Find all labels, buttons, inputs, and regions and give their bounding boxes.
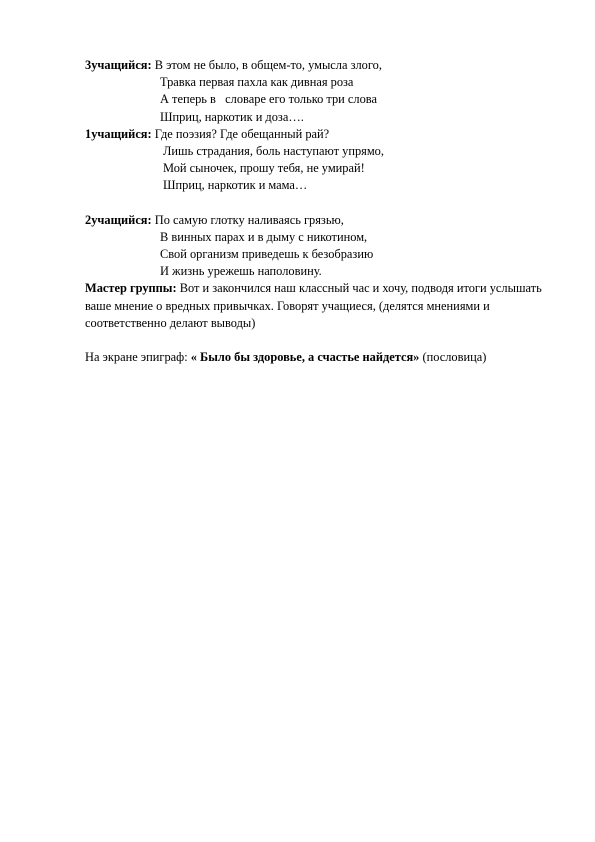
stanza-3-first-line	[85, 212, 555, 229]
stanza-1-first-line	[85, 57, 555, 74]
verse-line: И жизнь урежешь наполовину.	[160, 264, 322, 279]
verse-line: Свой организм приведешь к безобразию	[160, 247, 374, 262]
master-paragraph	[85, 280, 555, 332]
blank-line	[85, 195, 555, 212]
epigraph-line	[85, 349, 555, 366]
epigraph-suffix: (пословица)	[419, 350, 487, 365]
verse-line: Травка первая пахла как дивная роза	[160, 75, 354, 90]
stanza-2-first-line	[85, 126, 555, 143]
verse-line: Шприц, наркотик и доза….	[160, 109, 304, 124]
speaker-label: 1учащийся:	[85, 126, 152, 141]
speaker-label: 2учащийся:	[85, 212, 152, 227]
paragraph-text: Вот и закончился наш классный час и хочу, подводя итоги услышать ваше мнение о вредных привычках. Говорят учащиеся, (делятся мнениями и соответственно делают выводы)	[85, 281, 542, 330]
speaker-label: 3учащийся:	[85, 58, 152, 72]
document-text	[85, 57, 555, 366]
verse-line: Лишь страдания, боль наступают упрямо,	[163, 143, 384, 158]
verse-line: По самую глотку наливаясь грязью,	[151, 212, 344, 227]
speaker-label: Мастер группы:	[85, 281, 177, 296]
verse-line: А теперь в словаре его только три слова	[160, 92, 377, 107]
verse-line: Мой сыночек, прошу тебя, не умирай!	[163, 161, 365, 176]
verse-line: В винных парах и в дыму с никотином,	[160, 229, 368, 244]
epigraph-quote: « Было бы здоровье, а счастье найдется»	[190, 350, 420, 365]
verse-line: Шприц, наркотик и мама…	[163, 178, 308, 193]
verse-line: В этом не было, в общем-то, умысла злого,	[151, 58, 382, 72]
verse-line: Где поэзия? Где обещанный рай?	[151, 126, 330, 141]
blank-line	[85, 332, 555, 349]
epigraph-prefix: На экране эпиграф:	[85, 350, 191, 365]
